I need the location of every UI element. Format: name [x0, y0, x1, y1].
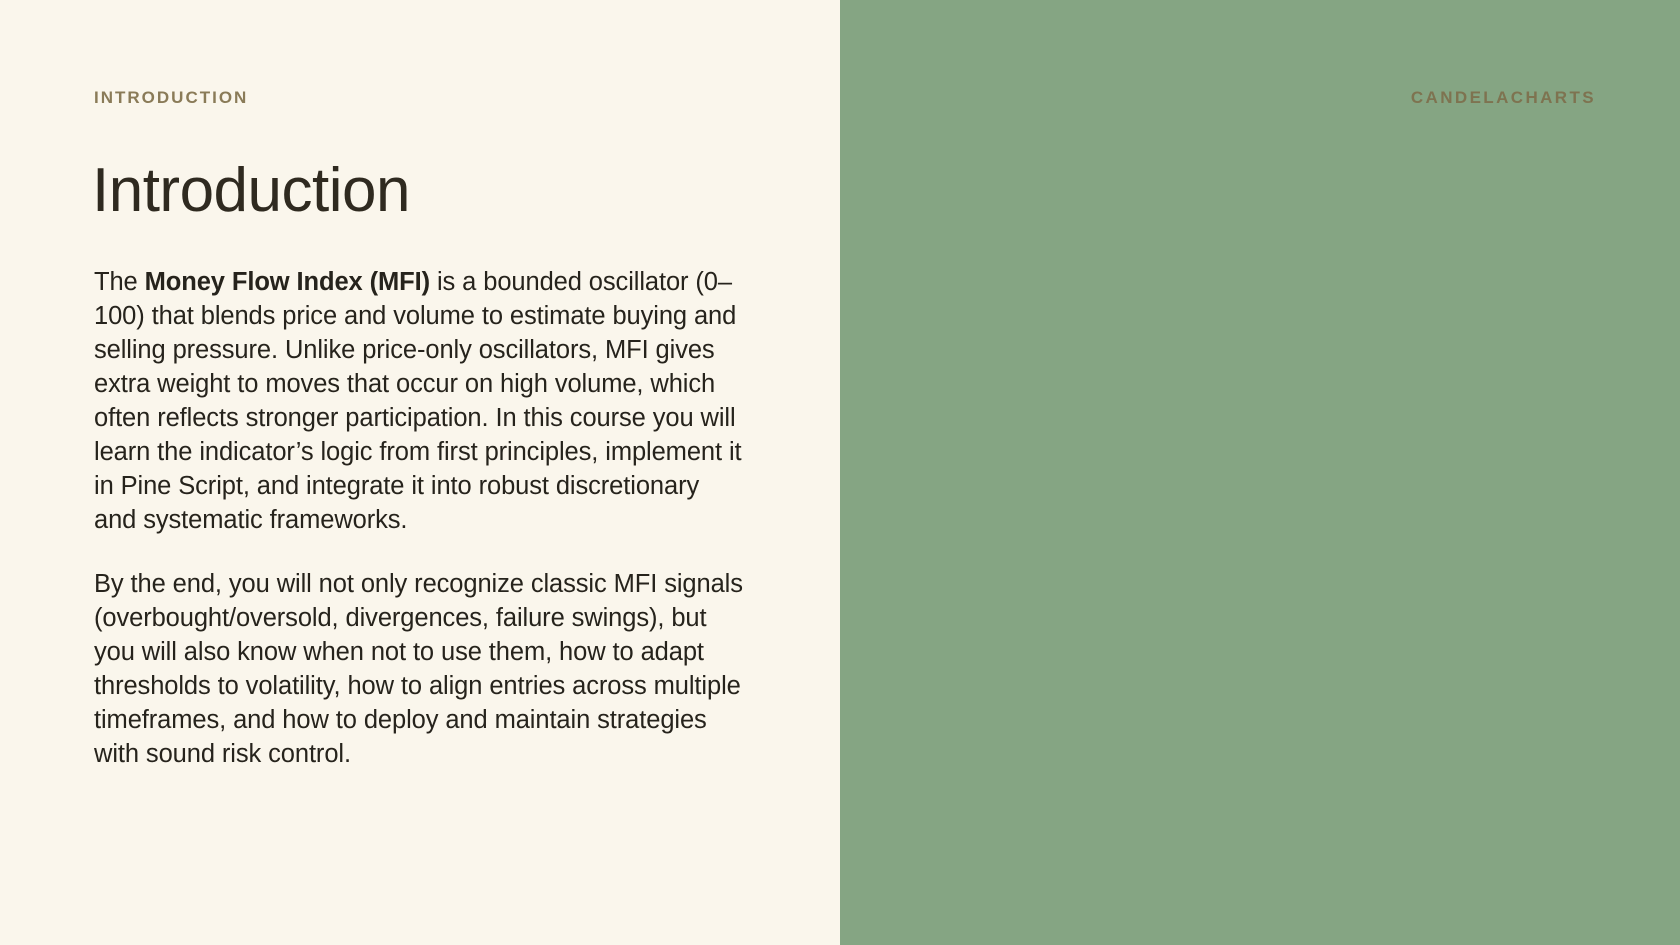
paragraph-1-emphasis: Money Flow Index (MFI)	[144, 268, 430, 296]
paragraph-2: By the end, you will not only recognize classic MFI signals (overbought/oversold, divergences, failure swings), but you will also know when not to use them, how to adapt thresholds to volatility, how to align entries across multiple timeframes, and how to deploy and maintain strategies with sound risk control.	[94, 570, 743, 768]
accent-pane	[840, 0, 1680, 945]
body-copy	[94, 265, 744, 771]
brand-wordmark: CANDELACHARTS	[1410, 88, 1596, 107]
paragraph-1-lead: The	[94, 268, 145, 296]
section-eyebrow: INTRODUCTION	[94, 88, 249, 107]
paragraph-1-rest: is a bounded oscillator (0–100) that blends price and volume to estimate buying and selling pressure. Unlike price-only oscillators, MFI gives extra weight to moves that occur on high volume, which often reflects stronger participation. In this course you will learn the indicator’s logic from first principles, implement it in Pine Script, and integrate it into robust discretionary and systematic frameworks.	[94, 268, 742, 534]
paragraph-1	[94, 265, 744, 537]
page-title: Introduction	[92, 156, 410, 225]
